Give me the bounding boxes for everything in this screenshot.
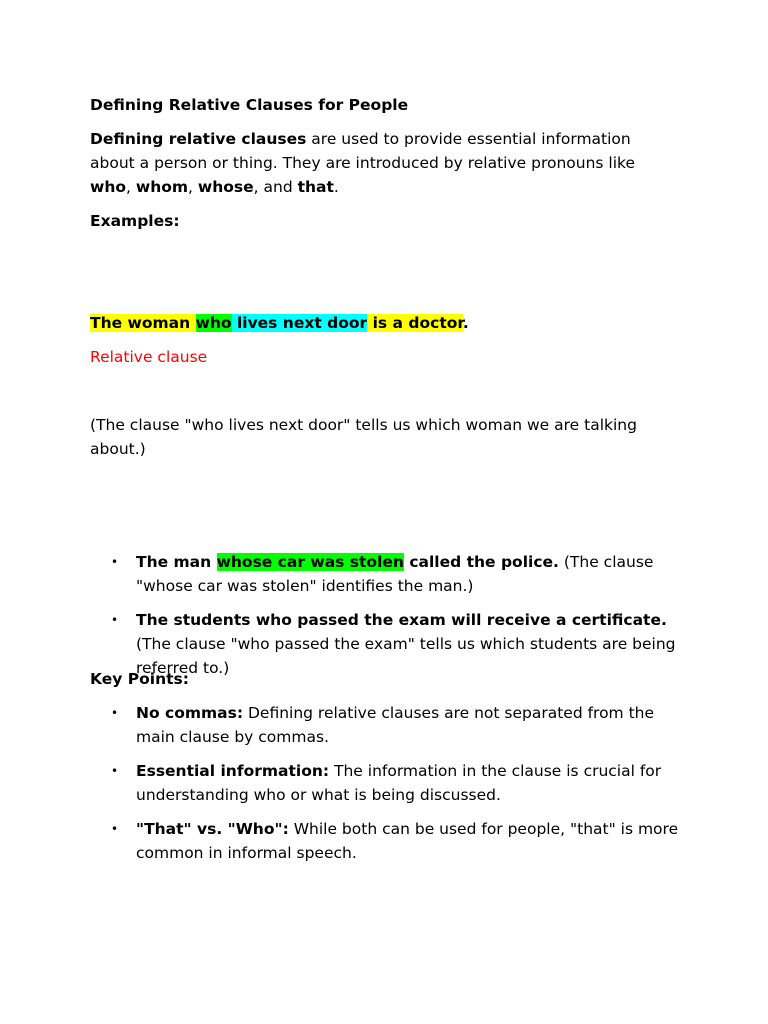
pronoun-whose: whose [197, 178, 254, 196]
list-item: • The man whose car was stolen called the police. (The clause "whose car was stolen" identifies the man.) [90, 550, 680, 598]
key-points-heading: Key Points: [90, 670, 189, 688]
bullet-icon: • [111, 764, 119, 778]
intro-paragraph: Defining relative clauses are used to provide essential information about a person or thing. They are introduced by relative pronouns like who, whom, whose, and that. [90, 130, 635, 196]
example-explanation: (The clause "who lives next door" tells us which woman we are talking about.) [90, 416, 637, 458]
list-item: • No commas: Defining relative clauses are not separated from the main clause by commas. [90, 701, 680, 749]
pronoun-whom: whom [135, 178, 189, 196]
pronoun-that: that [297, 178, 334, 196]
list-item: • "That" vs. "Who": While both can be used for people, "that" is more common in informal speech. [90, 817, 680, 865]
intro-term: Defining relative clauses [90, 130, 307, 148]
intro-text: are used to provide essential information about a person or thing. They are introduced by relative pronouns like [90, 130, 635, 172]
document-title: Defining Relative Clauses for People [90, 96, 409, 114]
bullet-icon: • [111, 706, 119, 720]
highlighted-clause: whose car was stolen [216, 553, 404, 571]
sentence-pronoun: who [195, 314, 232, 332]
relative-clause-label: Relative clause [90, 348, 208, 366]
sentence-predicate: is a doctor [367, 314, 463, 332]
bullet-icon: • [111, 555, 119, 569]
list-item: • The students who passed the exam will receive a certificate. (The clause "who passed the exam" tells us which students are being referred to.) [90, 608, 680, 680]
examples-heading: Examples: [90, 212, 180, 230]
bullet-icon: • [111, 822, 119, 836]
sentence-relative-clause: lives next door [231, 314, 368, 332]
pronoun-who: who [90, 178, 127, 196]
sentence-subject: The woman [90, 314, 196, 332]
examples-list [90, 550, 680, 680]
bullet-icon: • [111, 613, 119, 627]
example-sentence: The woman who lives next door is a doctor. [90, 314, 469, 332]
list-item: • Essential information: The information in the clause is crucial for understanding who or what is being discussed. [90, 759, 680, 807]
key-points-list [90, 701, 680, 865]
